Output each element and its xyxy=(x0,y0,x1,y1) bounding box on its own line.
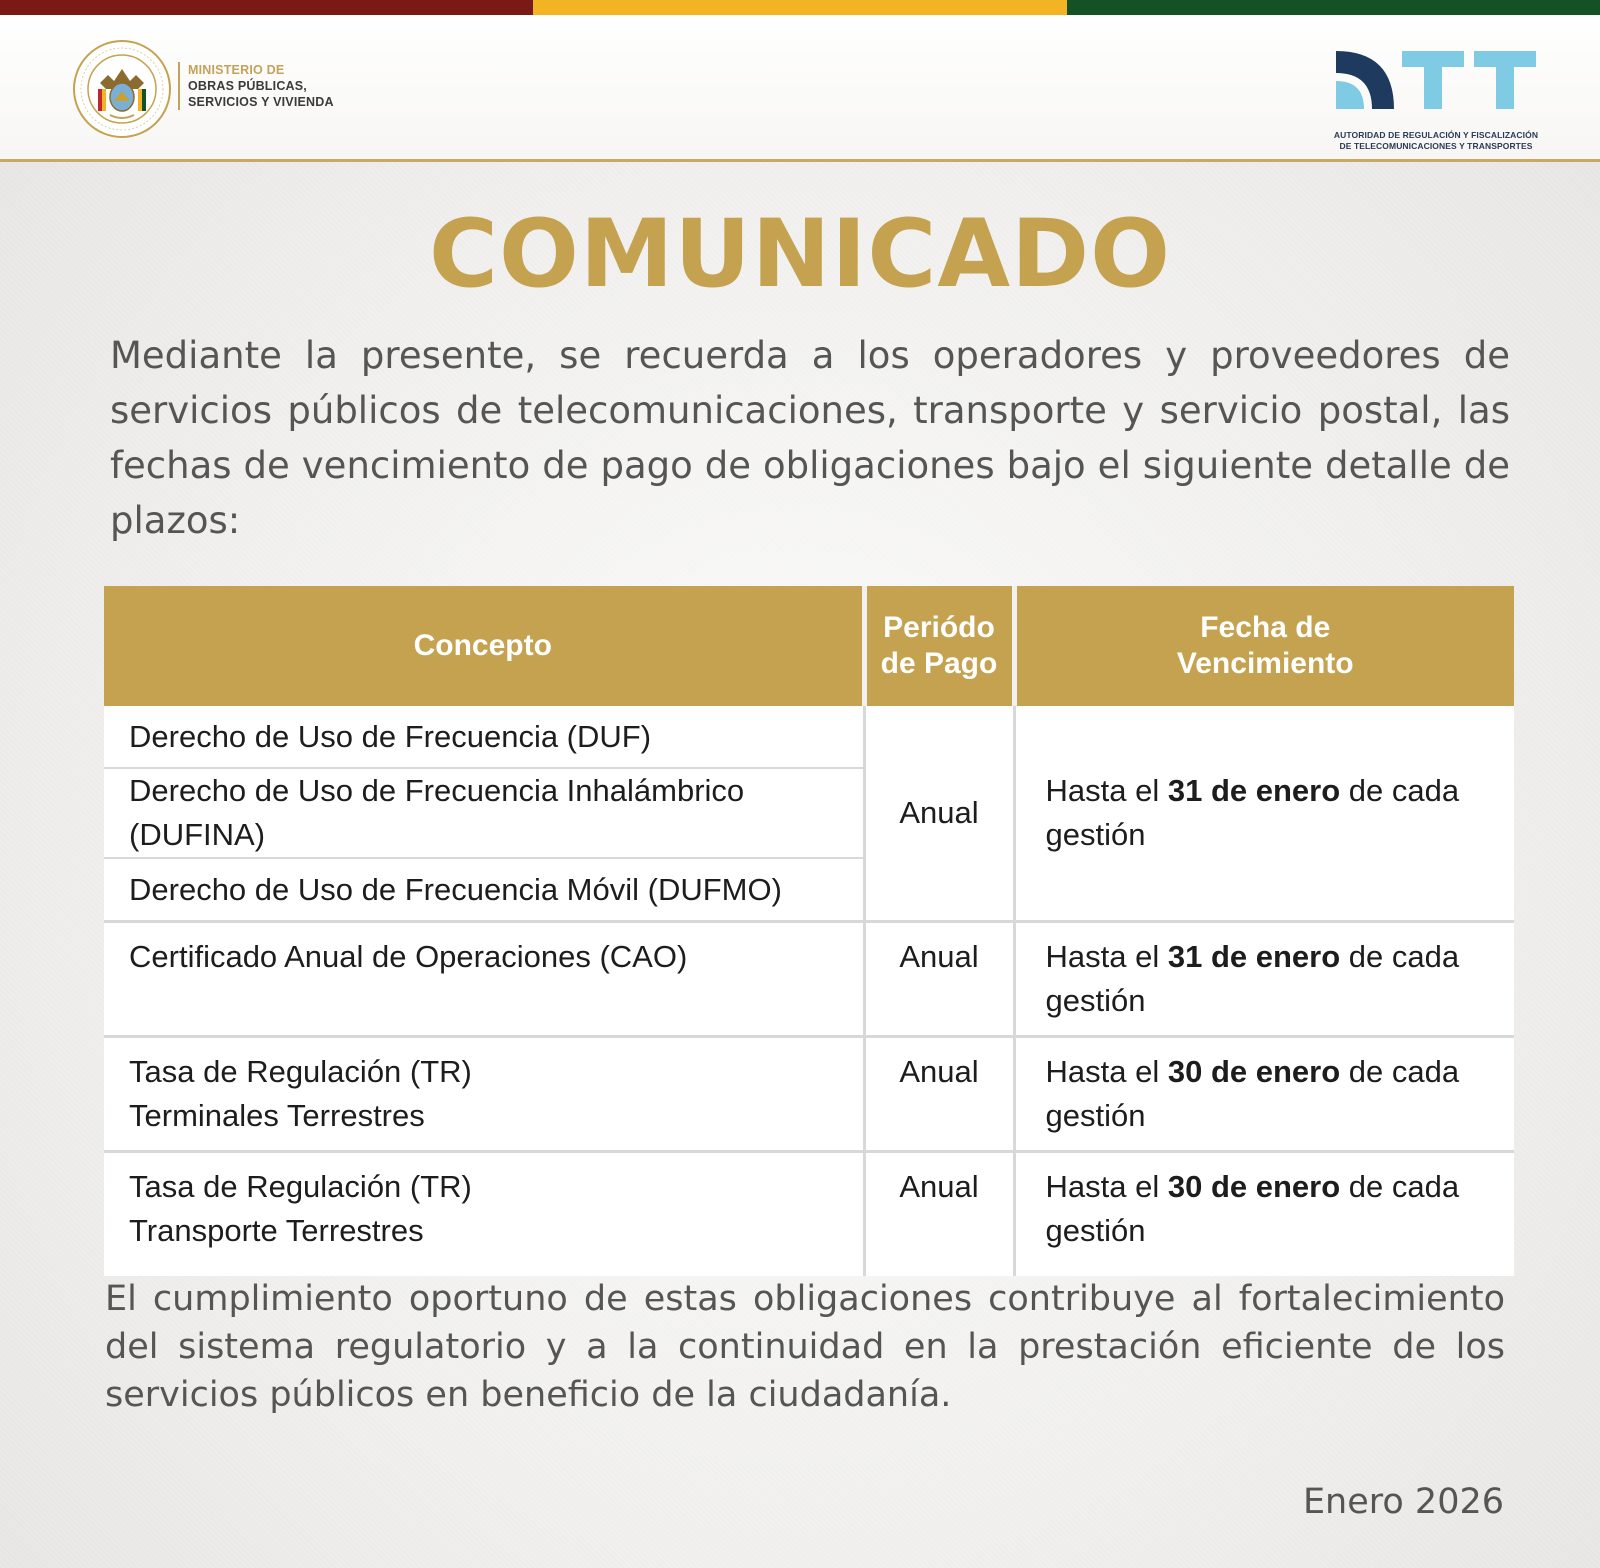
flag-green-band xyxy=(1067,0,1600,15)
due-date-cell xyxy=(1014,1152,1514,1276)
header xyxy=(0,15,1600,162)
flag-stripe xyxy=(0,0,1600,15)
header-concepto xyxy=(104,586,864,706)
header-concepto-label: Concepto xyxy=(413,629,552,662)
due-date-bold: 30 de enero xyxy=(1167,1169,1341,1204)
due-date-cell xyxy=(1014,1037,1514,1152)
concept-cell: Derecho de Uso de Frecuencia Inhalámbrico (DUFINA) xyxy=(104,768,864,858)
att-subtitle-line-1: AUTORIDAD DE REGULACIÓN Y FISCALIZACIÓN xyxy=(1333,130,1539,140)
concept-line-2: Transporte Terrestres xyxy=(129,1213,424,1248)
period-cell: Anual xyxy=(864,1037,1014,1152)
header-periodo-line-1: Periódo xyxy=(883,611,995,644)
due-date-prefix: Hasta el xyxy=(1045,939,1168,974)
due-date-cell xyxy=(1014,922,1514,1037)
page-title: COMUNICADO xyxy=(428,200,1172,309)
concept-line-1: Certificado Anual de Operaciones (CAO) xyxy=(129,939,688,974)
due-date-suffix: de cada gestión xyxy=(1045,939,1460,1018)
concept-line-1: Tasa de Regulación (TR) xyxy=(129,1169,472,1204)
concept-cell xyxy=(104,1037,864,1152)
ministry-line-3: SERVICIOS Y VIVIENDA xyxy=(188,95,334,109)
header-periodo xyxy=(864,586,1014,706)
closing-paragraph: El cumplimiento oportuno de estas obligaciones contribuye al fortalecimiento del sistema regulatorio y a la continuidad en la prestación eficiente de los servicios públicos en beneficio de la ciudadanía. xyxy=(105,1279,1505,1415)
period-cell: Anual xyxy=(864,706,1014,922)
ministry-line-2: OBRAS PÚBLICAS, xyxy=(188,79,307,93)
concept-cell xyxy=(104,1152,864,1276)
ministry-wordmark xyxy=(178,62,334,110)
obligations-table xyxy=(104,586,1514,1276)
due-date-bold: 31 de enero xyxy=(1167,773,1341,808)
due-date-prefix: Hasta el xyxy=(1045,773,1168,808)
ministry-line-1: MINISTERIO DE xyxy=(188,63,285,77)
due-date-bold: 31 de enero xyxy=(1167,939,1341,974)
due-date-suffix: de cada gestión xyxy=(1045,773,1460,852)
intro-paragraph: Mediante la presente, se recuerda a los operadores y proveedores de servicios públicos de telecomunicaciones, transporte y servicio postal, las fechas de vencimiento de pago de obligaciones bajo el siguiente detalle de plazos: xyxy=(110,334,1510,542)
flag-red-band xyxy=(0,0,533,15)
header-fecha-line-2: Vencimiento xyxy=(1176,647,1354,680)
due-date-suffix: de cada gestión xyxy=(1045,1054,1460,1133)
att-subtitle-line-2: DE TELECOMUNICACIONES Y TRANSPORTES xyxy=(1339,141,1533,151)
flag-yellow-band xyxy=(533,0,1066,15)
att-logo-subtitle xyxy=(1316,130,1556,152)
header-periodo-line-2: de Pago xyxy=(880,647,998,680)
coat-of-arms-seal-icon xyxy=(72,39,172,139)
due-date-prefix: Hasta el xyxy=(1045,1054,1168,1089)
header-fecha-line-1: Fecha de xyxy=(1200,611,1331,644)
header-fecha xyxy=(1014,586,1514,706)
due-date-suffix: de cada gestión xyxy=(1045,1169,1460,1248)
due-date-cell xyxy=(1014,706,1514,922)
concept-line-2: Terminales Terrestres xyxy=(129,1098,425,1133)
concept-line-1: Tasa de Regulación (TR) xyxy=(129,1054,472,1089)
table-header-row xyxy=(104,586,1514,706)
concept-cell xyxy=(104,922,864,1037)
table-row xyxy=(104,922,1514,1037)
concept-cell: Derecho de Uso de Frecuencia Móvil (DUFMO) xyxy=(129,871,782,907)
concept-cell: Derecho de Uso de Frecuencia (DUF) xyxy=(104,706,864,768)
table-row xyxy=(104,1037,1514,1152)
period-cell: Anual xyxy=(864,1152,1014,1276)
due-date-prefix: Hasta el xyxy=(1045,1169,1168,1204)
due-date-bold: 30 de enero xyxy=(1167,1054,1341,1089)
issue-date: Enero 2026 xyxy=(1302,1482,1504,1522)
table-row xyxy=(104,706,1514,768)
table-row xyxy=(104,1152,1514,1276)
period-cell: Anual xyxy=(864,922,1014,1037)
